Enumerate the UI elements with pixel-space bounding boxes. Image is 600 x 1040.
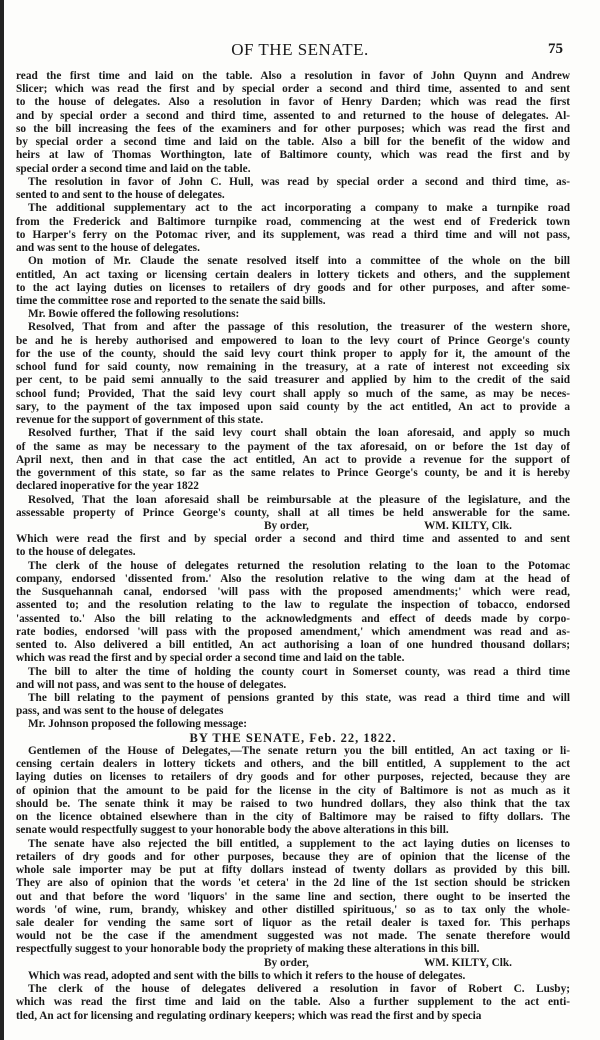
text-line: April next, then and in that case the act entitled, An act to provide a revenue for the support of	[16, 453, 570, 466]
text-line: per cent, to be paid semi annually to the said treasurer and applied by him to the credit of the said	[16, 374, 570, 387]
text-line: sale dealer for vending the same sort of liquor as the retail dealer is taxed for. This perhaps	[16, 917, 570, 929]
text-line: read the first time and laid on the table. Also a resolution in favor of John Quynn and Andrew	[16, 70, 570, 82]
text-line: The additional supplementary act to the act incorporating a company to make a turnpike road	[28, 202, 570, 215]
text-line: out and that before the word 'liquors' in the same line and section, there ought to be inserted the	[16, 890, 570, 903]
text-line: assessable property of Prince George's county, shall at all times be held answerable for the same.	[16, 506, 570, 519]
text-line: be and he is hereby authorised and empowered to loan to the levy court of Prince George's county	[16, 334, 570, 347]
text-line: from the Frederick and Baltimore turnpike road, commencing at the west end of Frederick town	[16, 215, 570, 228]
text-line: sented to. Also delivered a bill entitled, An act authorising a loan of one hundred thousand dollars;	[16, 639, 570, 652]
text-line: to the house of delegates.	[16, 546, 136, 559]
text-line: retailers of dry goods and for other purposes, because they are of opinion that the license of the	[16, 850, 570, 863]
text-line: laying duties on licenses to retailers of dry goods and for other purposes, rejected, because they are	[16, 771, 570, 784]
clerk-signature: WM. KILTY, Clk.	[424, 519, 512, 532]
text-line: sary, to the payment of the tax imposed upon said county by the act entitled, An act to provide a	[16, 400, 570, 413]
signature-line	[16, 957, 570, 970]
text-line: assented to; and the resolution relating to the law to regulate the inspection of tobacco, endorsed	[16, 599, 570, 612]
text-line: declared inoperative for the year 1822	[16, 480, 199, 493]
text-line: by special order a second time and laid on the table. Also a bill for the benefit of the widow and	[16, 136, 570, 149]
text-line: Resolved, That the loan aforesaid shall be reimbursable at the pleasure of the legislature, and the	[28, 493, 570, 506]
text-line: Which were read the first and by special order a second and third time and assented to and sent	[16, 533, 570, 546]
text-line: which was read the first and by special order a second time and laid on the table.	[16, 652, 405, 665]
text-line: school fund for said county, now remaining in the treasury, at a rate of interest not exceeding six	[16, 361, 570, 374]
text-line: for the use of the county, should the said levy court think proper to apply for it, the amount of the	[16, 347, 570, 360]
signature-line	[16, 520, 570, 533]
text-line: senate would respectfully suggest to your honorable body the above alterations in this bill.	[16, 824, 449, 837]
text-line: Mr. Johnson proposed the following message:	[28, 718, 248, 731]
text-line: Resolved further, That if the said levy court shall obtain the loan aforesaid, and apply so much	[28, 427, 570, 440]
text-line: to Harper's ferry on the Potomac river, and its supplement, was read a third time and will not pass,	[16, 228, 570, 241]
text-line: should be. The senate think it may be raised to two hundred dollars, they also think that the tax	[16, 797, 570, 810]
text-line: pass, and was sent to the house of delegates	[16, 705, 224, 718]
text-line: 'assented to.' Also the bill relating to the acknowledgments and effect of deeds made by corpo-	[16, 612, 570, 625]
text-line: the Susquehannah canal, endorsed 'will pass with the proposed amendments;' which were read,	[16, 586, 570, 599]
text-line: sented to and sent to the house of delegates.	[16, 189, 225, 202]
text-line: of opinion that the amount to be paid for the license in the city of Baltimore is not as much as it	[16, 784, 570, 797]
text-line: so the bill increasing the fees of the examiners and for other purposes; which was read the first and	[16, 122, 570, 135]
text-line: which was read the first time and laid on the table. Also a further supplement to the act enti-	[16, 996, 570, 1009]
text-line: The clerk of the house of delegates returned the resolution relating to the loan to the Potomac	[28, 559, 570, 572]
text-line: of the same as may be necessary to the payment of the tax aforesaid, on or before the 1st day of	[16, 440, 570, 453]
text-line: and by special order a second and third time, assented to and returned to the house of delegates. Al-	[16, 109, 570, 122]
text-line: Resolved, That from and after the passage of this resolution, the treasurer of the western shore,	[28, 321, 570, 334]
text-line: whole sale importer may be put at fifty dollars instead of twenty dollars as provided by this bill.	[16, 864, 570, 877]
text-line: The resolution in favor of John C. Hull, was read by special order a second and third time, as-	[28, 175, 570, 188]
page-number: 75	[548, 41, 563, 57]
text-line: entitled, An act taxing or licensing certain dealers in lottery tickets and others, and the supplement	[16, 268, 570, 281]
by-order-text: By order,	[264, 956, 309, 969]
text-line: revenue for the support of government of this state.	[16, 414, 264, 427]
text-line: and was sent to the house of delegates.	[16, 242, 200, 255]
text-line: Slicer; which was read the first and by special order a second and third time, assented to and sent	[16, 83, 570, 96]
text-line: respectfully suggest to your honorable body the propriety of making these alterations in this bill.	[16, 943, 480, 956]
text-line: would not be the case if the amendment suggested was not made. The senate therefore would	[16, 930, 570, 943]
text-line: words 'of wine, rum, brandy, whiskey and other distilled spirituous,' so as to tax only the whole-	[16, 903, 570, 916]
by-order-text: By order,	[264, 519, 309, 532]
text-line: Mr. Bowie offered the following resolutions:	[28, 308, 240, 321]
clerk-signature: WM. KILTY, Clk.	[424, 956, 512, 969]
page-body	[16, 70, 570, 1023]
text-line: school fund; Provided, That the said levy court shall apply so much of the same, as may be neces-	[16, 387, 570, 400]
text-line: and will not pass, and was sent to the house of delegates.	[16, 678, 287, 691]
text-line: to the act laying duties on licenses to retailers of dry goods and for other purposes, and after some-	[16, 281, 570, 294]
text-line: special order a second time and laid on the table.	[16, 162, 251, 175]
text-line: The bill relating to the payment of pensions granted by this state, was read a third time and will	[28, 692, 570, 705]
text-line: to the house of delegates. Also a resolution in favor of Henry Darden; which was read the first	[16, 96, 570, 109]
running-header: OF THE SENATE.	[231, 40, 369, 59]
text-line: censing certain dealers in lottery tickets and others, and the bill entitled, A supplement to the act	[16, 758, 570, 771]
text-line: time the committee rose and reported to the senate the said bills.	[16, 294, 326, 307]
text-line: on the licence obtained elsewhere than in the city of Baltimore may be raised to fifty dollars. The	[16, 811, 570, 824]
text-line: tled, An act for licensing and regulating ordinary keepers; which was read the first and by specia	[16, 1009, 482, 1022]
text-line: They are also of opinion that the words 'et cetera' in the 2d line of the 1st section should be stricken	[16, 877, 570, 890]
page-edge	[0, 0, 4, 1040]
text-line: On motion of Mr. Claude the senate resolved itself into a committee of the whole on the bill	[28, 255, 570, 268]
text-line: Which was read, adopted and sent with the bills to which it refers to the house of delegates.	[28, 969, 466, 982]
text-line: Gentlemen of the House of Delegates,—The senate return you the bill entitled, An act taxing or li-	[28, 744, 570, 757]
text-line: company, endorsed 'dissented from.' Also the resolution relative to the wing dam at the head of	[16, 572, 570, 585]
message-heading: BY THE SENATE, Feb. 22, 1822.	[189, 731, 397, 745]
text-line: The clerk of the house of delegates delivered a resolution in favor of Robert C. Lusby;	[28, 983, 570, 996]
text-line: heirs at law of Thomas Worthington, late of Baltimore county, which was read the first and by	[16, 149, 570, 162]
text-line: rate bodies, endorsed 'will pass with the proposed amendment,' which amendment was read and as-	[16, 625, 570, 638]
text-line: The bill to alter the time of holding the county court in Somerset county, was read a third time	[28, 665, 570, 678]
text-line: the government of this state, so far as the same relates to Prince George's county, be and it is hereby	[16, 467, 570, 480]
text-line: The senate have also rejected the bill entitled, a supplement to the act laying duties on licenses to	[28, 837, 570, 850]
